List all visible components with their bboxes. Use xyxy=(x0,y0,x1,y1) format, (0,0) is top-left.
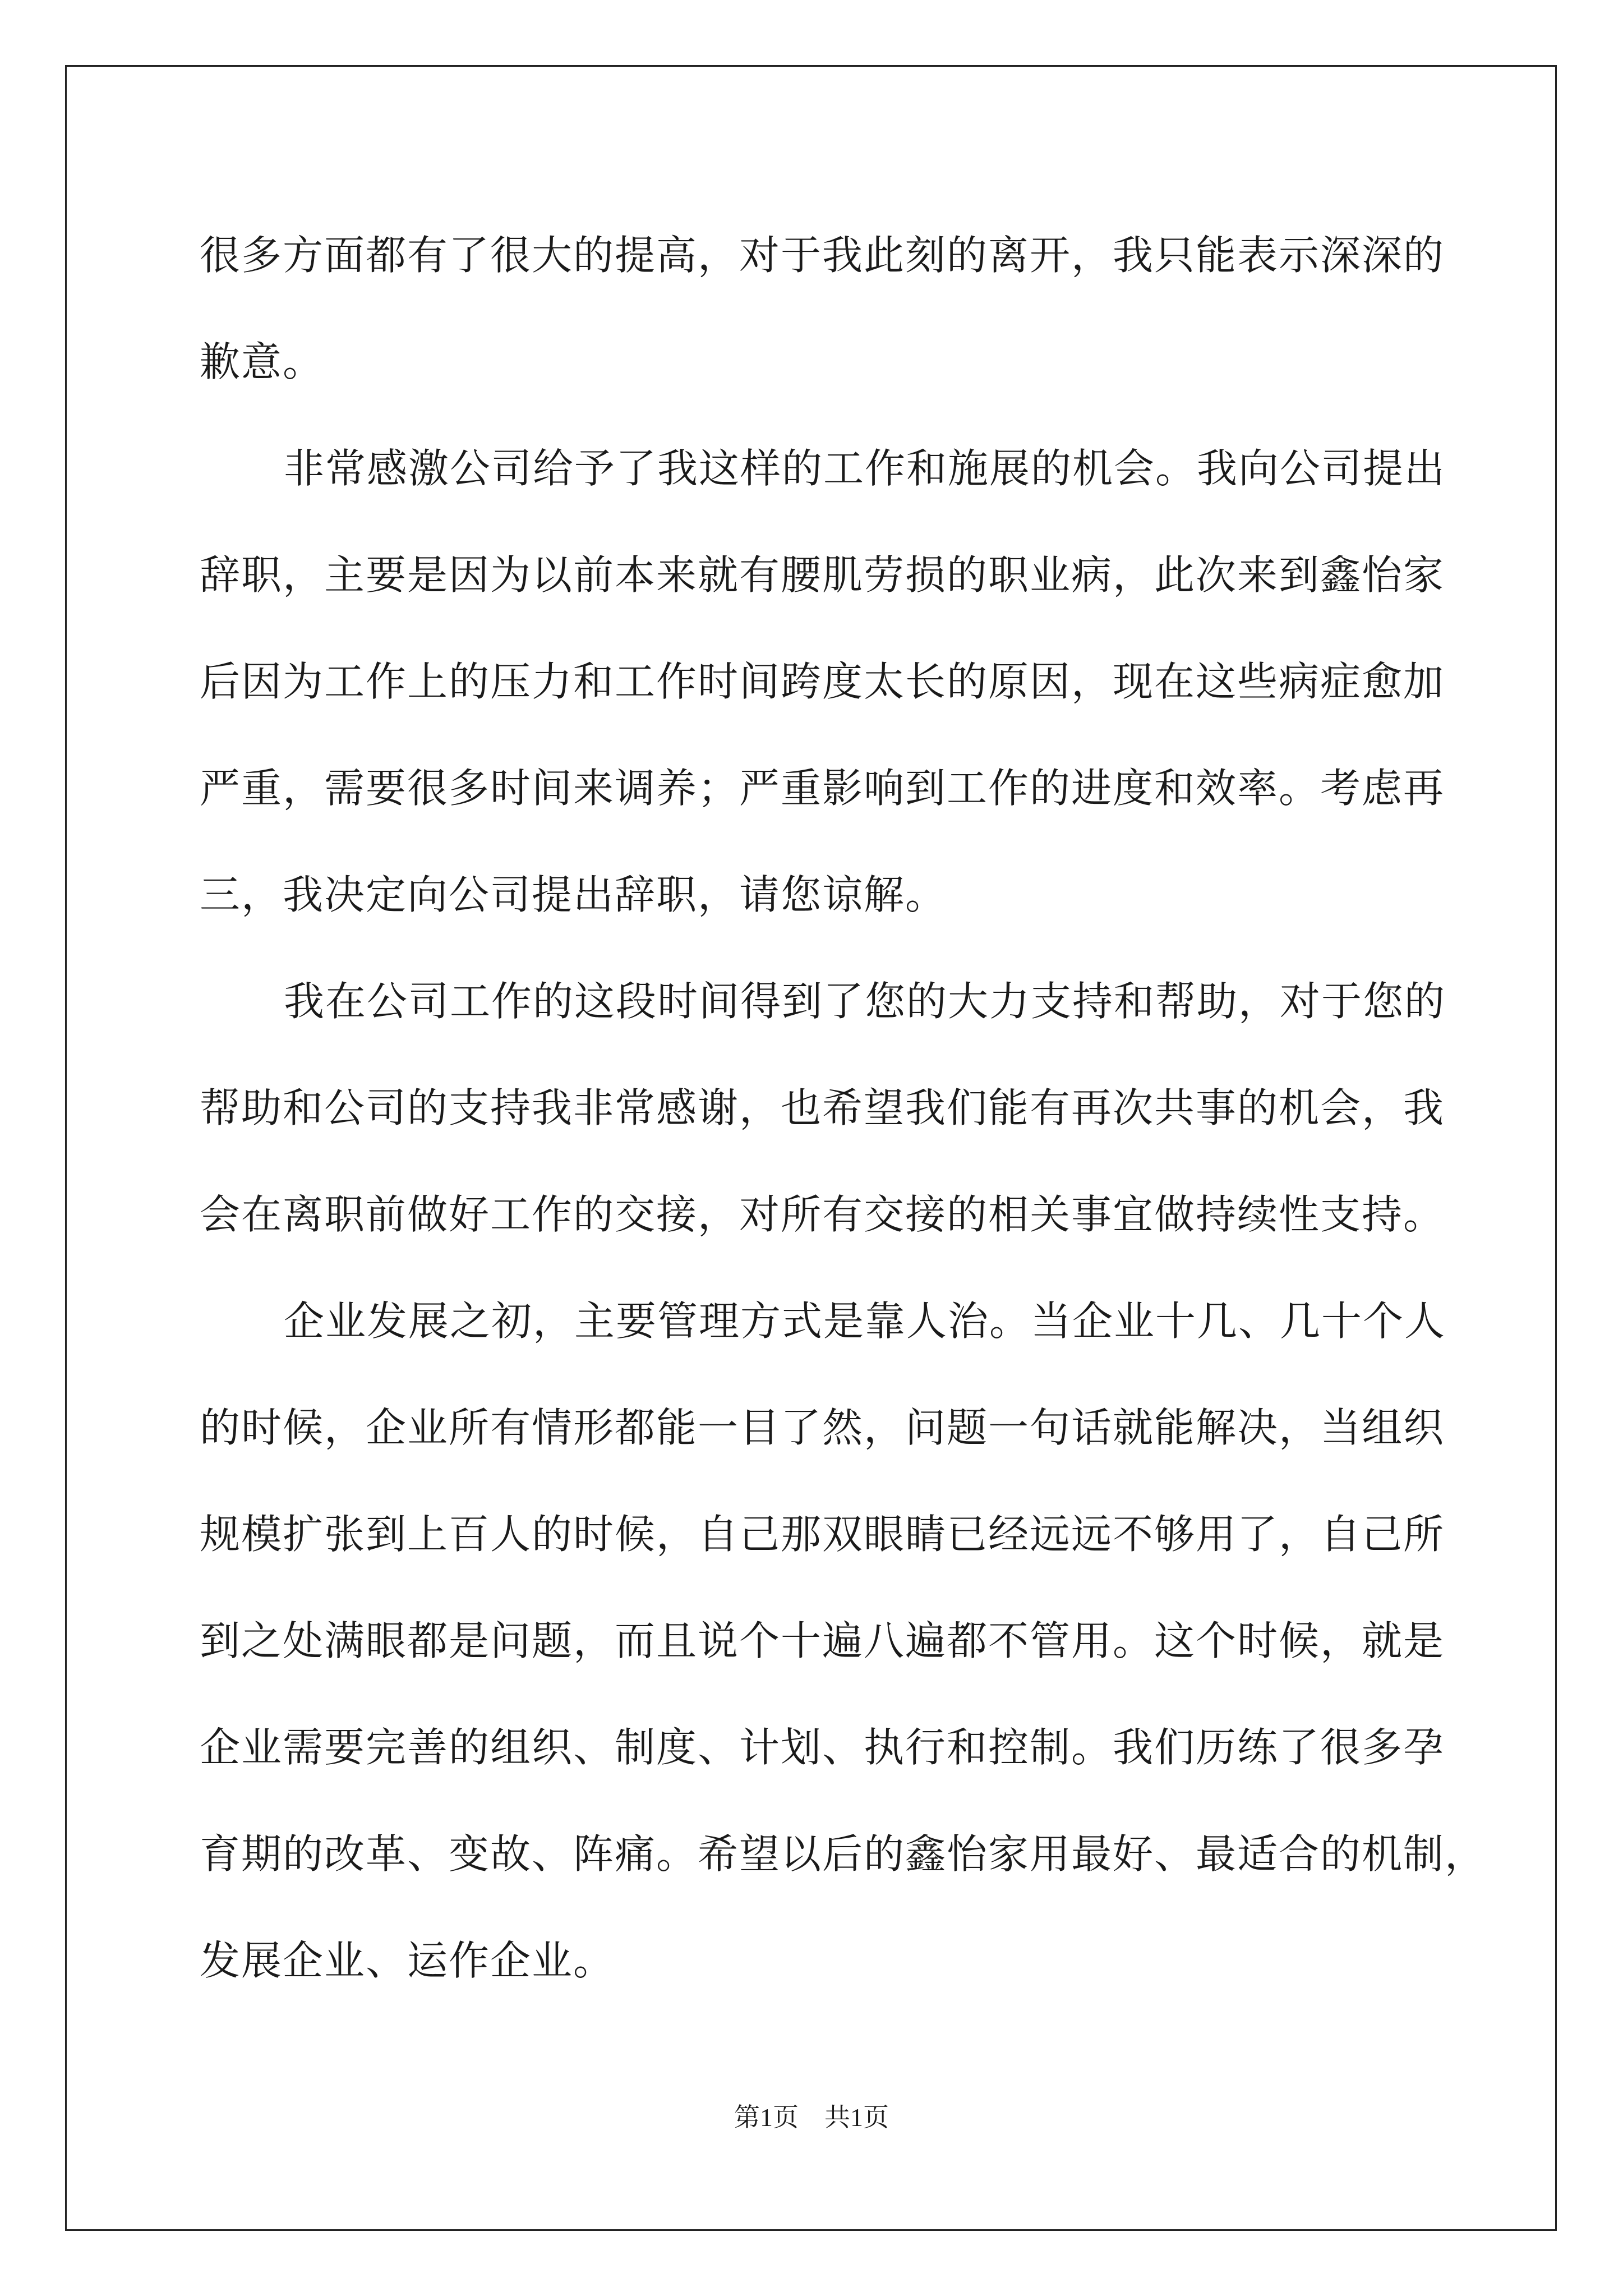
text-line: 到之处满眼都是问题，而且说个十遍八遍都不管用。这个时候，就是 xyxy=(200,1617,1445,1664)
text-line: 育期的改革、变故、阵痛。希望以后的鑫怡家用最好、最适合的机制， xyxy=(200,1830,1487,1878)
paragraph-start-line: 企业发展之初，主要管理方式是靠人治。当企业十几、几十个人 xyxy=(284,1297,1446,1345)
text-line: 歉意。 xyxy=(200,338,325,385)
text-line: 帮助和公司的支持我非常感谢，也希望我们能有再次共事的机会，我 xyxy=(200,1084,1445,1131)
paragraph-start-line: 非常感激公司给予了我这样的工作和施展的机会。我向公司提出 xyxy=(284,445,1446,492)
text-line: 发展企业、运作企业。 xyxy=(200,1937,615,1984)
text-line: 三，我决定向公司提出辞职，请您谅解。 xyxy=(200,871,947,918)
text-line: 企业需要完善的组织、制度、计划、执行和控制。我们历练了很多孕 xyxy=(200,1724,1445,1771)
text-line: 严重，需要很多时间来调养；严重影响到工作的进度和效率。考虑再 xyxy=(200,765,1445,812)
text-line: 后因为工作上的压力和工作时间跨度太长的原因，现在这些病症愈加 xyxy=(200,658,1445,705)
paragraph-start-line: 我在公司工作的这段时间得到了您的大力支持和帮助，对于您的 xyxy=(284,978,1446,1025)
document-body xyxy=(200,202,1487,2014)
text-line: 规模扩张到上百人的时候，自己那双眼睛已经远远不够用了，自己所 xyxy=(200,1511,1445,1558)
text-line: 辞职，主要是因为以前本来就有腰肌劳损的职业病，此次来到鑫怡家 xyxy=(200,551,1445,599)
text-line: 很多方面都有了很大的提高，对于我此刻的离开，我只能表示深深的 xyxy=(200,232,1445,279)
text-line: 会在离职前做好工作的交接，对所有交接的相关事宜做持续性支持。 xyxy=(200,1191,1445,1238)
page-number-footer: 第1页 共1页 xyxy=(734,2103,889,2132)
text-line: 的时候，企业所有情形都能一目了然，问题一句话就能解决，当组织 xyxy=(200,1404,1445,1451)
